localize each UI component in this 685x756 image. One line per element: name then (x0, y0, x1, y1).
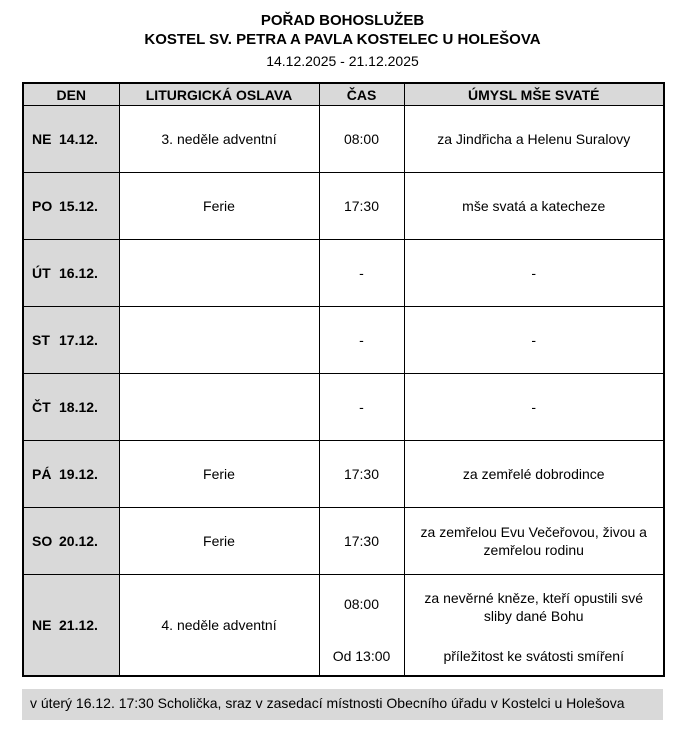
time-cell: 17:30 (319, 441, 404, 508)
day-date: 16.12. (59, 265, 98, 281)
intention-cell: - (404, 374, 664, 441)
table-row (23, 508, 664, 575)
celebration-cell: Ferie (119, 441, 319, 508)
table-row (23, 575, 664, 677)
table-row (23, 374, 664, 441)
celebration-cell (119, 240, 319, 307)
day-cell (23, 441, 119, 508)
table-header-row (23, 83, 664, 106)
table-row (23, 106, 664, 173)
intention-cell-content (405, 575, 664, 675)
time-cell: - (319, 240, 404, 307)
day-abbr: ČT (32, 399, 51, 415)
day-cell (23, 307, 119, 374)
day-cell (23, 106, 119, 173)
footer-note: v úterý 16.12. 17:30 Scholička, sraz v zasedací místnosti Obecního úřadu v Kostelci u Holešova (22, 689, 663, 720)
intention-cell: za Jindřicha a Helenu Suralovy (404, 106, 664, 173)
day-abbr: ST (32, 332, 50, 348)
celebration-cell: Ferie (119, 508, 319, 575)
col-header-umysl: ÚMYSL MŠE SVATÉ (404, 83, 664, 106)
table-row (23, 441, 664, 508)
schedule-table (22, 82, 665, 677)
intention-cell: - (404, 240, 664, 307)
intention-first: za nevěrné kněze, kteří opustili své sliby dané Bohu (424, 590, 644, 625)
day-cell (23, 374, 119, 441)
time-cell: - (319, 307, 404, 374)
time-second: Od 13:00 (332, 647, 391, 664)
day-date: 14.12. (59, 131, 98, 147)
time-first: 08:00 (343, 596, 380, 612)
day-cell (23, 508, 119, 575)
day-cell (23, 173, 119, 240)
date-range: 14.12.2025 - 21.12.2025 (266, 53, 419, 69)
title-block (22, 12, 663, 69)
intention-cell: - (404, 307, 664, 374)
time-cell-content (320, 575, 404, 675)
intention-cell (404, 575, 664, 677)
celebration-cell: 3. neděle adventní (119, 106, 319, 173)
day-date: 19.12. (59, 466, 98, 482)
table-row (23, 307, 664, 374)
day-date: 20.12. (59, 533, 98, 549)
day-date: 18.12. (59, 399, 98, 415)
col-header-cas: ČAS (319, 83, 404, 106)
celebration-cell: 4. neděle adventní (119, 575, 319, 677)
time-cell (319, 575, 404, 677)
day-abbr: PÁ (32, 466, 52, 482)
church-name: KOSTEL SV. PETRA A PAVLA KOSTELEC U HOLEŠOVA (144, 31, 541, 48)
day-abbr: ÚT (32, 265, 51, 281)
intention-cell: za zemřelé dobrodince (404, 441, 664, 508)
celebration-cell: Ferie (119, 173, 319, 240)
col-header-den: DEN (23, 83, 119, 106)
page-title: POŘAD BOHOSLUŽEB (260, 12, 425, 29)
time-cell: 17:30 (319, 508, 404, 575)
intention-cell: za zemřelou Evu Večeřovou, živou a zemřelou rodinu (404, 508, 664, 575)
col-header-liturgicka-oslava: LITURGICKÁ OSLAVA (119, 83, 319, 106)
celebration-cell (119, 374, 319, 441)
day-abbr: PO (32, 198, 53, 214)
table-row (23, 240, 664, 307)
day-abbr: NE (32, 617, 52, 633)
day-date: 17.12. (59, 332, 98, 348)
table-row (23, 173, 664, 240)
intention-cell: mše svatá a katecheze (404, 173, 664, 240)
day-cell (23, 575, 119, 677)
intention-second: příležitost ke svátosti smíření (443, 647, 624, 664)
time-cell: 08:00 (319, 106, 404, 173)
time-cell: - (319, 374, 404, 441)
time-cell: 17:30 (319, 173, 404, 240)
day-abbr: NE (32, 131, 52, 147)
day-abbr: SO (32, 533, 53, 549)
day-date: 21.12. (59, 617, 98, 633)
day-cell (23, 240, 119, 307)
day-date: 15.12. (59, 198, 98, 214)
celebration-cell (119, 307, 319, 374)
